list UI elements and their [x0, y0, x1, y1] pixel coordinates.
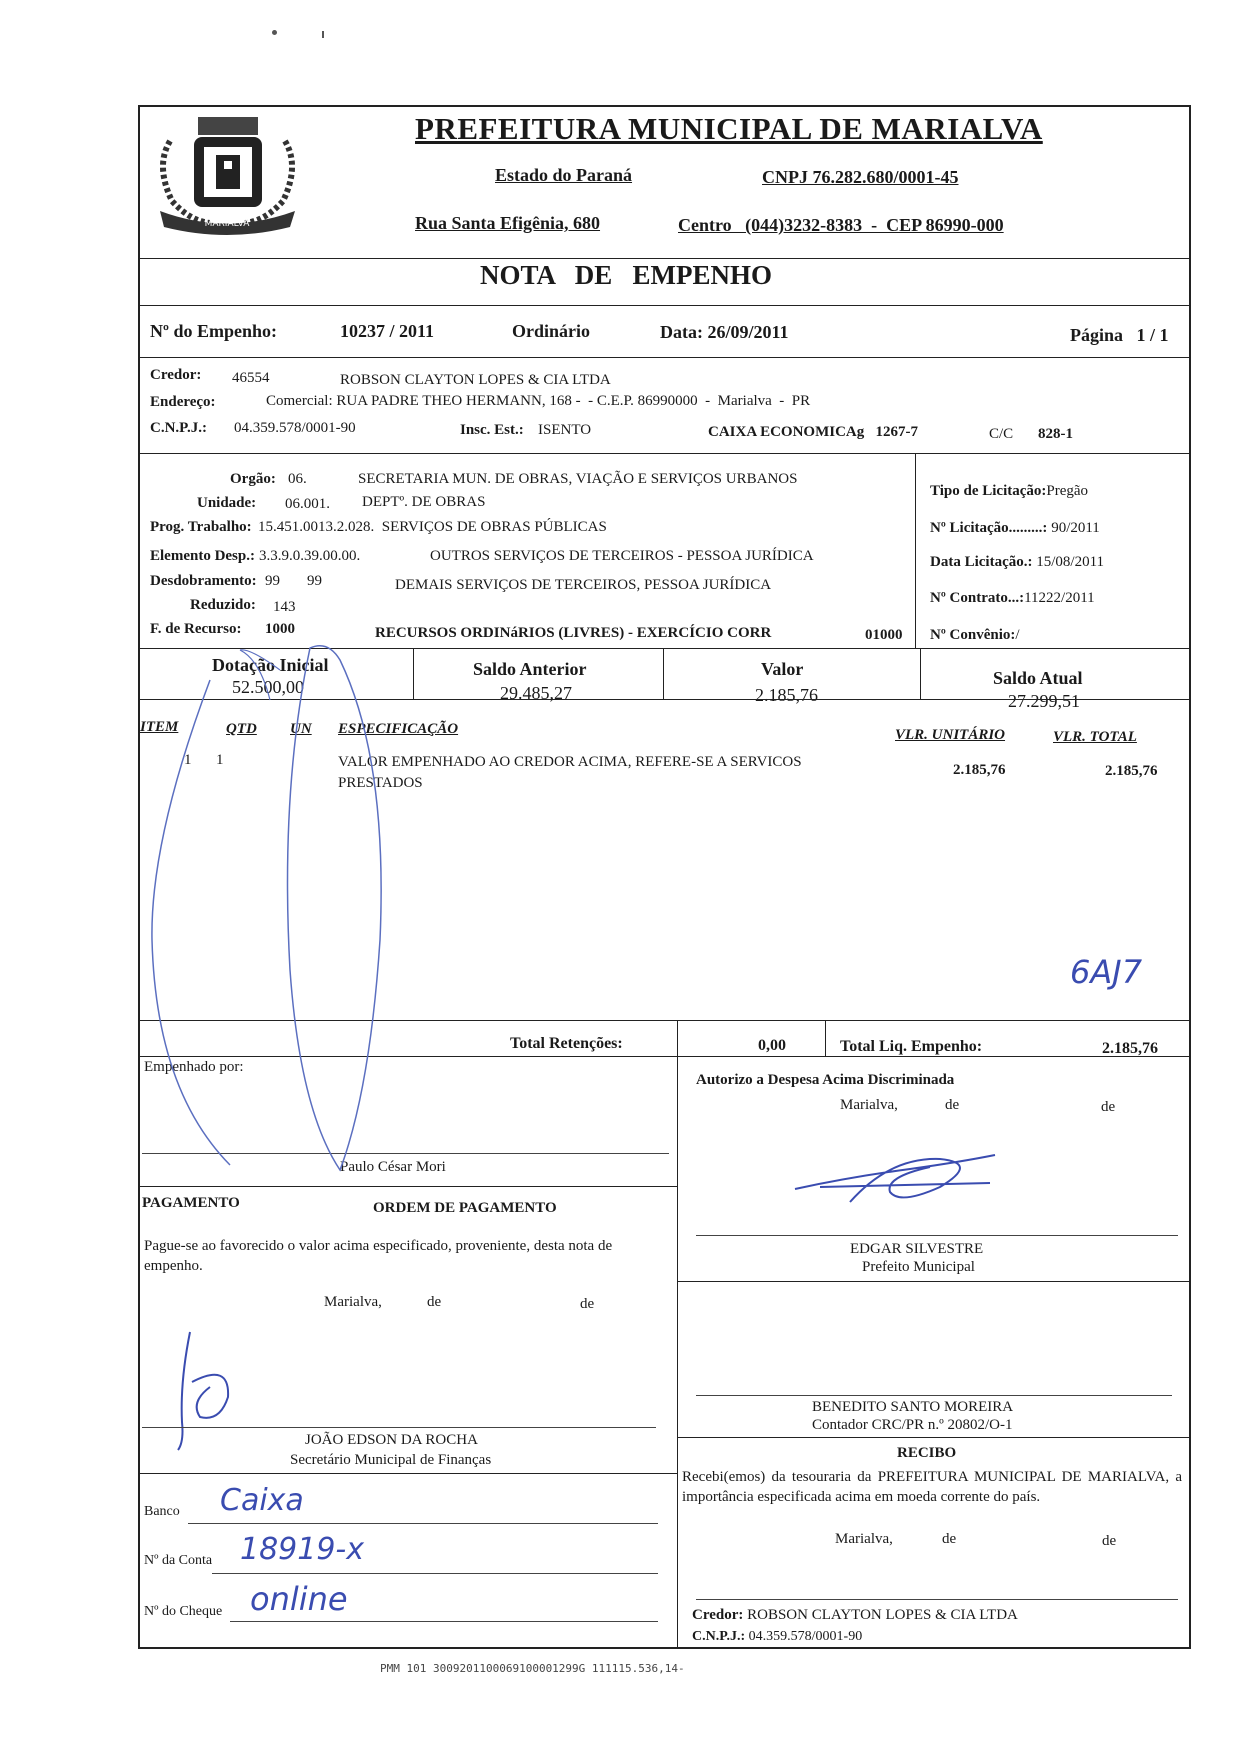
- handwritten-note: 6AJ7: [1070, 953, 1143, 991]
- autorizo-role: Prefeito Municipal: [862, 1259, 975, 1275]
- recurso-code: 1000: [265, 621, 295, 637]
- saldo-atual-value: 27.299,51: [1008, 691, 1080, 711]
- item-spec-line2: PRESTADOS: [338, 775, 423, 791]
- divider: [140, 1186, 677, 1187]
- scan-speck: [322, 31, 324, 38]
- recibo-de1: de: [942, 1531, 957, 1547]
- svg-text:MARIALVA: MARIALVA: [204, 219, 250, 229]
- col-un: UN: [290, 721, 312, 737]
- retencoes-label: Total Retenções:: [510, 1035, 623, 1052]
- saldo-atual-label: Saldo Atual: [993, 668, 1083, 688]
- liq-label: Total Liq. Empenho:: [840, 1038, 983, 1055]
- saldo-anterior-value: 29.485,27: [500, 683, 572, 703]
- header-state: Estado do Paraná: [495, 165, 633, 185]
- licitacao-num-value: 90/2011: [1051, 520, 1100, 536]
- credor-code: 46554: [232, 370, 270, 386]
- conta-value: 18919-x: [240, 1532, 365, 1567]
- item-total: 2.185,76: [1105, 763, 1158, 779]
- elemento-name: OUTROS SERVIÇOS DE TERCEIROS - PESSOA JURÍDICA: [430, 548, 814, 564]
- desdob-b: 99: [307, 573, 322, 589]
- ie-label: Insc. Est.:: [460, 422, 524, 438]
- recibo-label: RECIBO: [897, 1445, 957, 1461]
- divider: [140, 305, 1190, 306]
- desdob-a: 99: [265, 573, 280, 589]
- liq-value: 2.185,76: [1102, 1040, 1158, 1057]
- recurso-name: RECURSOS ORDINáRIOS (LIVRES) - EXERCÍCIO CORR: [375, 625, 772, 641]
- banco-value: Caixa: [220, 1483, 304, 1518]
- recibo-de2: de: [1102, 1533, 1117, 1549]
- signature-line: [696, 1395, 1172, 1396]
- licitacao-tipo: [930, 483, 1088, 500]
- divider: [677, 1281, 1190, 1282]
- recibo-credor-label: Credor:: [692, 1607, 744, 1623]
- contrato-value: 11222/2011: [1024, 590, 1095, 606]
- autorizo-label: Autorizo a Despesa Acima Discriminada: [696, 1072, 955, 1088]
- licitacao-num-label: Nº Licitação.........:: [930, 520, 1048, 536]
- autorizo-city: Marialva,: [840, 1097, 898, 1113]
- item-spec-line1: VALOR EMPENHADO AO CREDOR ACIMA, REFERE-SE A SERVICOS: [338, 754, 802, 770]
- divider: [140, 357, 1190, 358]
- credor-label: Credor:: [150, 367, 202, 383]
- secretary-signature: [170, 1322, 240, 1452]
- cnpj-label: C.N.P.J.:: [150, 420, 207, 436]
- col-spec: ESPECIFICAÇÃO: [338, 721, 459, 737]
- signature-line: [696, 1599, 1178, 1600]
- pagamento-city: Marialva,: [324, 1294, 382, 1310]
- autorizo-de2: de: [1101, 1099, 1116, 1115]
- recurso-ref: 01000: [865, 627, 903, 643]
- divider: [677, 1437, 1190, 1438]
- credor-bank: CAIXA ECONOMICAg 1267-7: [708, 424, 918, 440]
- item-number: 1: [184, 752, 192, 768]
- coat-of-arms-icon: [150, 111, 305, 236]
- credor-ie: ISENTO: [538, 422, 592, 438]
- recibo-cnpj-label: C.N.P.J.:: [692, 1629, 746, 1644]
- col-unit-price: VLR. UNITÁRIO: [895, 727, 1006, 743]
- header-street: Rua Santa Efigênia, 680: [415, 213, 601, 233]
- mayor-signature: [790, 1147, 1000, 1207]
- licitacao-num: [930, 520, 1100, 537]
- ordem-label: ORDEM DE PAGAMENTO: [373, 1200, 557, 1216]
- contador-role: Contador CRC/PR n.º 20802/O-1: [812, 1417, 1013, 1433]
- pagamento-de1: de: [427, 1294, 442, 1310]
- empenho-type: Ordinário: [512, 321, 591, 341]
- address-label: Endereço:: [150, 394, 216, 410]
- divider: [825, 1020, 826, 1056]
- divider: [140, 1473, 677, 1474]
- convenio: [930, 627, 1020, 644]
- reduzido-value: 143: [273, 599, 296, 615]
- cc-label: C/C: [989, 426, 1014, 442]
- orgao-label: Orgão:: [230, 471, 276, 487]
- convenio-value: /: [1015, 627, 1020, 643]
- convenio-label: Nº Convênio:: [930, 627, 1016, 643]
- scan-speck: [272, 30, 277, 35]
- credor-cc: 828-1: [1038, 426, 1073, 442]
- header-title: PREFEITURA MUNICIPAL DE MARIALVA: [415, 111, 1043, 146]
- footer-stamp: PMM 101 3009201100069100001299G 111115.536,14-: [380, 1662, 685, 1675]
- reduzido-label: Reduzido:: [190, 597, 256, 613]
- elemento-code: 3.3.9.0.39.00.00.: [259, 548, 361, 564]
- conta-label: Nº da Conta: [144, 1553, 213, 1568]
- banco-line: [188, 1523, 658, 1524]
- autorizo-de1: de: [945, 1097, 960, 1113]
- licitacao-data-value: 15/08/2011: [1036, 554, 1105, 570]
- desdob-label: Desdobramento:: [150, 573, 257, 589]
- unidade-code: 06.001.: [285, 496, 330, 512]
- item-qtd: 1: [216, 752, 224, 768]
- retencoes-value: 0,00: [758, 1037, 786, 1054]
- recurso-label: F. de Recurso:: [150, 621, 242, 637]
- banco-label: Banco: [144, 1504, 180, 1519]
- pagamento-signer: JOÃO EDSON DA ROCHA: [305, 1432, 478, 1448]
- divider: [915, 453, 916, 648]
- licitacao-data-label: Data Licitação.:: [930, 554, 1033, 570]
- orgao-code: 06.: [288, 471, 307, 487]
- pagamento-label: PAGAMENTO: [142, 1195, 240, 1211]
- dotacao-inicial-value: 52.500,00: [232, 677, 304, 697]
- cheque-value: online: [250, 1580, 348, 1618]
- valor-value: 2.185,76: [755, 685, 818, 705]
- valor-label: Valor: [761, 659, 804, 679]
- recibo-cnpj-value: 04.359.578/0001-90: [748, 1629, 863, 1644]
- divider: [920, 648, 921, 699]
- recibo-text: Recebi(emos) da tesouraria da PREFEITURA MUNICIPAL DE MARIALVA, a importância especificada acima em moeda corrente do país.: [682, 1469, 1182, 1505]
- item-unit-price: 2.185,76: [953, 762, 1006, 778]
- divider: [140, 258, 1190, 259]
- signature-line: [696, 1235, 1178, 1236]
- empenho-number-label: Nº do Empenho:: [150, 321, 277, 341]
- credor-address: Comercial: RUA PADRE THEO HERMANN, 168 - - C.E.P. 86990000 - Marialva - PR: [266, 393, 811, 409]
- recibo-credor-name: ROBSON CLAYTON LOPES & CIA LTDA: [747, 1607, 1018, 1623]
- cheque-line: [230, 1621, 658, 1622]
- empenhado-label: Empenhado por:: [144, 1059, 244, 1075]
- licitacao-data: [930, 554, 1104, 571]
- header-address: Centro (044)3232-8383 - CEP 86990-000: [678, 215, 1004, 235]
- document-title: NOTA DE EMPENHO: [480, 260, 773, 290]
- recibo-cnpj: [692, 1629, 862, 1645]
- divider: [677, 1056, 678, 1649]
- divider: [140, 453, 1190, 454]
- pagamento-de2: de: [580, 1296, 595, 1312]
- conta-line: [212, 1573, 658, 1574]
- unidade-label: Unidade:: [197, 495, 257, 511]
- empenho-date: Data: 26/09/2011: [660, 322, 789, 342]
- credor-cnpj: 04.359.578/0001-90: [234, 420, 356, 436]
- empenho-number: 10237 / 2011: [340, 321, 435, 341]
- pagamento-text: Pague-se ao favorecido o valor acima especificado, proveniente, desta nota de empenho.: [144, 1238, 613, 1274]
- recibo-city: Marialva,: [835, 1531, 893, 1547]
- saldo-anterior-label: Saldo Anterior: [473, 659, 587, 679]
- credor-name: ROBSON CLAYTON LOPES & CIA LTDA: [340, 372, 611, 388]
- licitacao-tipo-value: Pregão: [1046, 483, 1089, 499]
- empenhado-signer: Paulo César Mori: [340, 1159, 446, 1175]
- contrato-label: Nº Contrato...:: [930, 590, 1025, 606]
- col-total: VLR. TOTAL: [1053, 729, 1137, 745]
- divider: [677, 1020, 678, 1056]
- licitacao-tipo-label: Tipo de Licitação:: [930, 483, 1047, 499]
- prog-label: Prog. Trabalho:: [150, 519, 252, 535]
- desdob-name: DEMAIS SERVIÇOS DE TERCEIROS, PESSOA JURÍDICA: [395, 577, 772, 593]
- orgao-name: SECRETARIA MUN. DE OBRAS, VIAÇÃO E SERVIÇOS URBANOS: [358, 471, 798, 487]
- divider: [663, 648, 664, 699]
- pagamento-role: Secretário Municipal de Finanças: [290, 1452, 492, 1468]
- header-cnpj: CNPJ 76.282.680/0001-45: [762, 167, 959, 187]
- prog-value: 15.451.0013.2.028. SERVIÇOS DE OBRAS PÚBLICAS: [258, 519, 607, 535]
- signature-line: [142, 1427, 656, 1428]
- col-qtd: QTD: [226, 721, 257, 737]
- recibo-credor: [692, 1607, 1018, 1624]
- contrato: [930, 590, 1095, 607]
- cheque-label: Nº do Cheque: [144, 1604, 223, 1619]
- autorizo-signer: EDGAR SILVESTRE: [850, 1241, 984, 1257]
- pen-oval-marks: [140, 640, 470, 1180]
- elemento-label: Elemento Desp.:: [150, 548, 255, 564]
- unidade-name: DEPTº. DE OBRAS: [362, 494, 486, 510]
- col-item: ITEM: [140, 719, 179, 735]
- dotacao-inicial-label: Dotação Inicial: [212, 655, 329, 675]
- page-number: Página 1 / 1: [1070, 325, 1169, 345]
- contador-signer: BENEDITO SANTO MOREIRA: [812, 1399, 1014, 1415]
